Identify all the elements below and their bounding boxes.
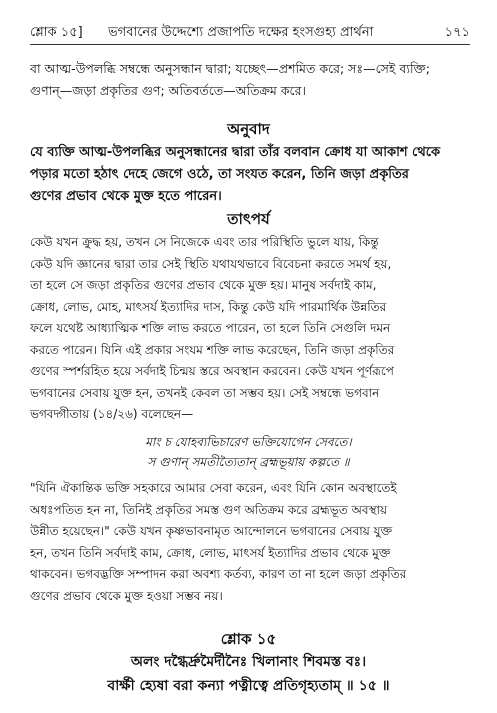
header-title: ভগবানের উদ্দেশ্যে প্রজাপতি দক্ষের হংসগুহ্য প্রার্থনা bbox=[108, 24, 374, 40]
purport-line: থাকবেন। ভগবদ্ভক্তি সম্পাদন করা অবশ্য কর্তব্য, কারণ তা না হলে জড়া প্রকৃতির bbox=[30, 567, 407, 581]
next-verse-heading: শ্লোক ১৫ bbox=[220, 630, 277, 648]
verse-line: মাং চ যোহব্যভিচারেণ ভক্তিযোগেন সেবতে। bbox=[145, 435, 352, 449]
purport-line: উন্নীত হয়েছেন।" কেউ যখন কৃষ্ণভাবনামৃত আন্দোলনে ভগবানের সেবায় যুক্ত bbox=[30, 524, 393, 538]
translation-line: পড়ার মতো হঠাৎ দেহে জেগে ওঠে, তা সংযত করেন, তিনি জড়া প্রকৃতির bbox=[30, 167, 409, 182]
purport-line: গুণের স্পর্শরহিত হয়ে সর্বদাই চিন্ময় স্তরে অবস্থান করবেন। কেউ যখন পূর্ণরূপে bbox=[30, 364, 394, 378]
translation-line: গুণের প্রভাব থেকে মুক্ত হতে পারেন। bbox=[30, 189, 222, 204]
purport-line: হন, তখন তিনি সর্বদাই কাম, ক্রোধ, লোভ, মাৎসর্য ইত্যাদির প্রভাব থেকে মুক্ত bbox=[30, 545, 391, 560]
page-number: ১৭১ bbox=[444, 24, 470, 40]
word-meaning-line: বা আত্ম-উপলব্ধি সম্বন্ধে অনুসন্ধান দ্বারা; যচ্ছেৎ—প্রশমিত করে; সঃ—সেই ব্যক্তি; bbox=[30, 61, 430, 76]
sloka-line: বার্ক্ষী হ্যেষা বরা কন্যা পত্নীত্বে প্রতিগৃহ্যতাম্ ॥ ১৫ ॥ bbox=[107, 678, 390, 694]
purport-line: কেউ যদি জ্ঞানের দ্বারা তার সেই স্থিতি যথাযথভাবে বিবেচনা করতে সমর্থ হয়, bbox=[30, 256, 392, 271]
purport-line: ভগবদ্গীতায় (১৪/২৬) বলেছেন— bbox=[30, 407, 194, 421]
purport-line: করতে পারেন। যিনি এই প্রকার সংযম শক্তি লাভ করেছেন, তিনি জড়া প্রকৃতির bbox=[30, 342, 395, 357]
running-header bbox=[30, 22, 470, 45]
purport-line: গুণের প্রভাব থেকে মুক্ত হওয়া সম্ভব নয়। bbox=[30, 588, 223, 603]
purport-line: "যিনি ঐকান্তিক ভক্তি সহকারে আমার সেবা করেন, এবং যিনি কোন অবস্থাতেই bbox=[30, 481, 397, 495]
header-chapter-ref: শ্লোক ১৫] bbox=[30, 24, 83, 40]
translation-heading: অনুবাদ bbox=[227, 120, 270, 138]
translation-line: যে ব্যক্তি আত্ম-উপলব্ধির অনুসন্ধানের দ্বারা তাঁর বলবান ক্রোধ যা আকাশ থেকে bbox=[30, 145, 441, 160]
purport-paragraph-1 bbox=[30, 232, 470, 426]
word-meaning-line: গুণান্—জড়া প্রকৃতির গুণ; অতিবর্ততে—অতিক্রম করে। bbox=[30, 83, 306, 98]
word-meanings bbox=[30, 58, 470, 102]
sloka-line: অলং দগ্ধৈর্দ্রুমৈর্দীনৈঃ খিলানাং শিবমস্ত বঃ। bbox=[130, 654, 367, 670]
next-verse-text bbox=[0, 650, 497, 698]
purport-paragraph-2 bbox=[30, 478, 470, 607]
translation-text bbox=[30, 142, 470, 208]
purport-line: ফলে যথেষ্ট আধ্যাত্মিক শক্তি লাভ করতে পারেন, তা হলে তিনি সেগুলি দমন bbox=[30, 321, 391, 335]
purport-line: তা হলে সে জড়া প্রকৃতির গুণের প্রভাব থেকে মুক্ত হয়। মানুষ সর্বদাই কাম, bbox=[30, 278, 377, 292]
quoted-verse bbox=[0, 432, 497, 472]
purport-line: অধঃপতিত হন না, তিনিই প্রকৃতির সমস্ত গুণ অতিক্রম করে ব্রহ্মভূত অবস্থায় bbox=[30, 502, 388, 517]
verse-line: স গুণান্ সমতীত্যৈতান্ ব্রহ্মভূয়ায় কল্পতে ॥ bbox=[147, 455, 350, 469]
purport-line: ভগবানের সেবায় যুক্ত হন, তখনই কেবল তা সম্ভব হয়। সেই সম্বন্ধে ভগবান bbox=[30, 385, 380, 400]
purport-heading: তাৎপর্য bbox=[227, 210, 270, 228]
purport-line: ক্রোধ, লোভ, মোহ, মাৎসর্য ইত্যাদির দাস, কিন্তু কেউ যদি পারমার্থিক উন্নতির bbox=[30, 299, 387, 314]
purport-line: কেউ যখন ক্রুদ্ধ হয়, তখন সে নিজেকে এবং তার পরিস্থিতি ভুলে যায়, কিন্তু bbox=[30, 235, 379, 249]
